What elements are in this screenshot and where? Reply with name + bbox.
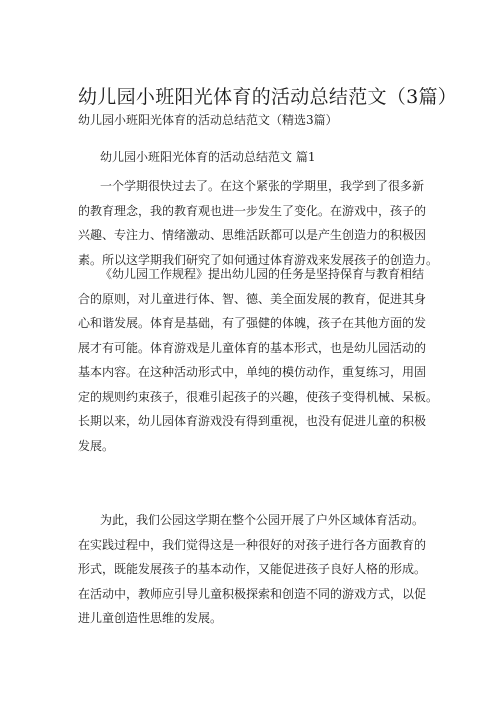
paragraph-line: 合的原则，对儿童进行体、智、德、美全面发展的教育，促进其身 — [78, 291, 427, 306]
document-title: 幼儿园小班阳光体育的活动总结范文（3篇） — [78, 86, 458, 108]
paragraph-3 — [78, 508, 438, 631]
paragraph-line: 基本内容。在这种活动形式中，单纯的模仿动作，重复练习，用固 — [78, 365, 427, 379]
paragraph-line: 《幼儿园工作规程》提出幼儿园的任务是坚持保育与教育相结 — [100, 267, 425, 281]
paragraph-line: 素。所以这学期我们研究了如何通过体育游戏来发展孩子的创造力。 — [78, 252, 439, 267]
paragraph-line: 心和谐发展。体育是基础，有了强健的体魄，孩子在其他方面的发 — [78, 316, 427, 330]
paragraph-line: 长期以来，幼儿园体育游戏没有得到重视，也没有促进儿童的积极 — [78, 414, 427, 428]
section-heading: 幼儿园小班阳光体育的活动总结范文 篇1 — [100, 150, 316, 164]
paragraph-2 — [78, 262, 438, 458]
paragraph-line: 形式，既能发展孩子的基本动作，又能促进孩子良好人格的形成。 — [78, 562, 427, 576]
paragraph-line: 兴趣、专注力、情绪激动、思维活跃都可以是产生创造力的积极因 — [78, 228, 427, 242]
paragraph-line: 展才有可能。体育游戏是儿童体育的基本形式，也是幼儿园活动的 — [78, 340, 427, 355]
paragraph-line: 发展。 — [78, 438, 115, 453]
paragraph-line: 定的规则约束孩子，很难引起孩子的兴趣，使孩子变得机械、呆板。 — [78, 389, 439, 404]
paragraph-line: 的教育理念，我的教育观也进一步发生了变化。在游戏中，孩子的 — [78, 203, 427, 218]
paragraph-line: 在实践过程中，我们觉得这是一种很好的对孩子进行各方面教育的 — [78, 537, 427, 552]
paragraph-line: 一个学期很快过去了。在这个紧张的学期里，我学到了很多新 — [100, 179, 425, 193]
paragraph-1 — [78, 174, 438, 272]
paragraph-line: 为此，我们公园这学期在整个公园开展了户外区域体育活动。 — [100, 513, 425, 527]
paragraph-line: 进儿童创造性思维的发展。 — [78, 611, 223, 625]
paragraph-line: 在活动中，教师应引导儿童积极探索和创造不同的游戏方式，以促 — [78, 586, 427, 601]
document-subtitle: 幼儿园小班阳光体育的活动总结范文（精选3篇） — [78, 113, 338, 127]
